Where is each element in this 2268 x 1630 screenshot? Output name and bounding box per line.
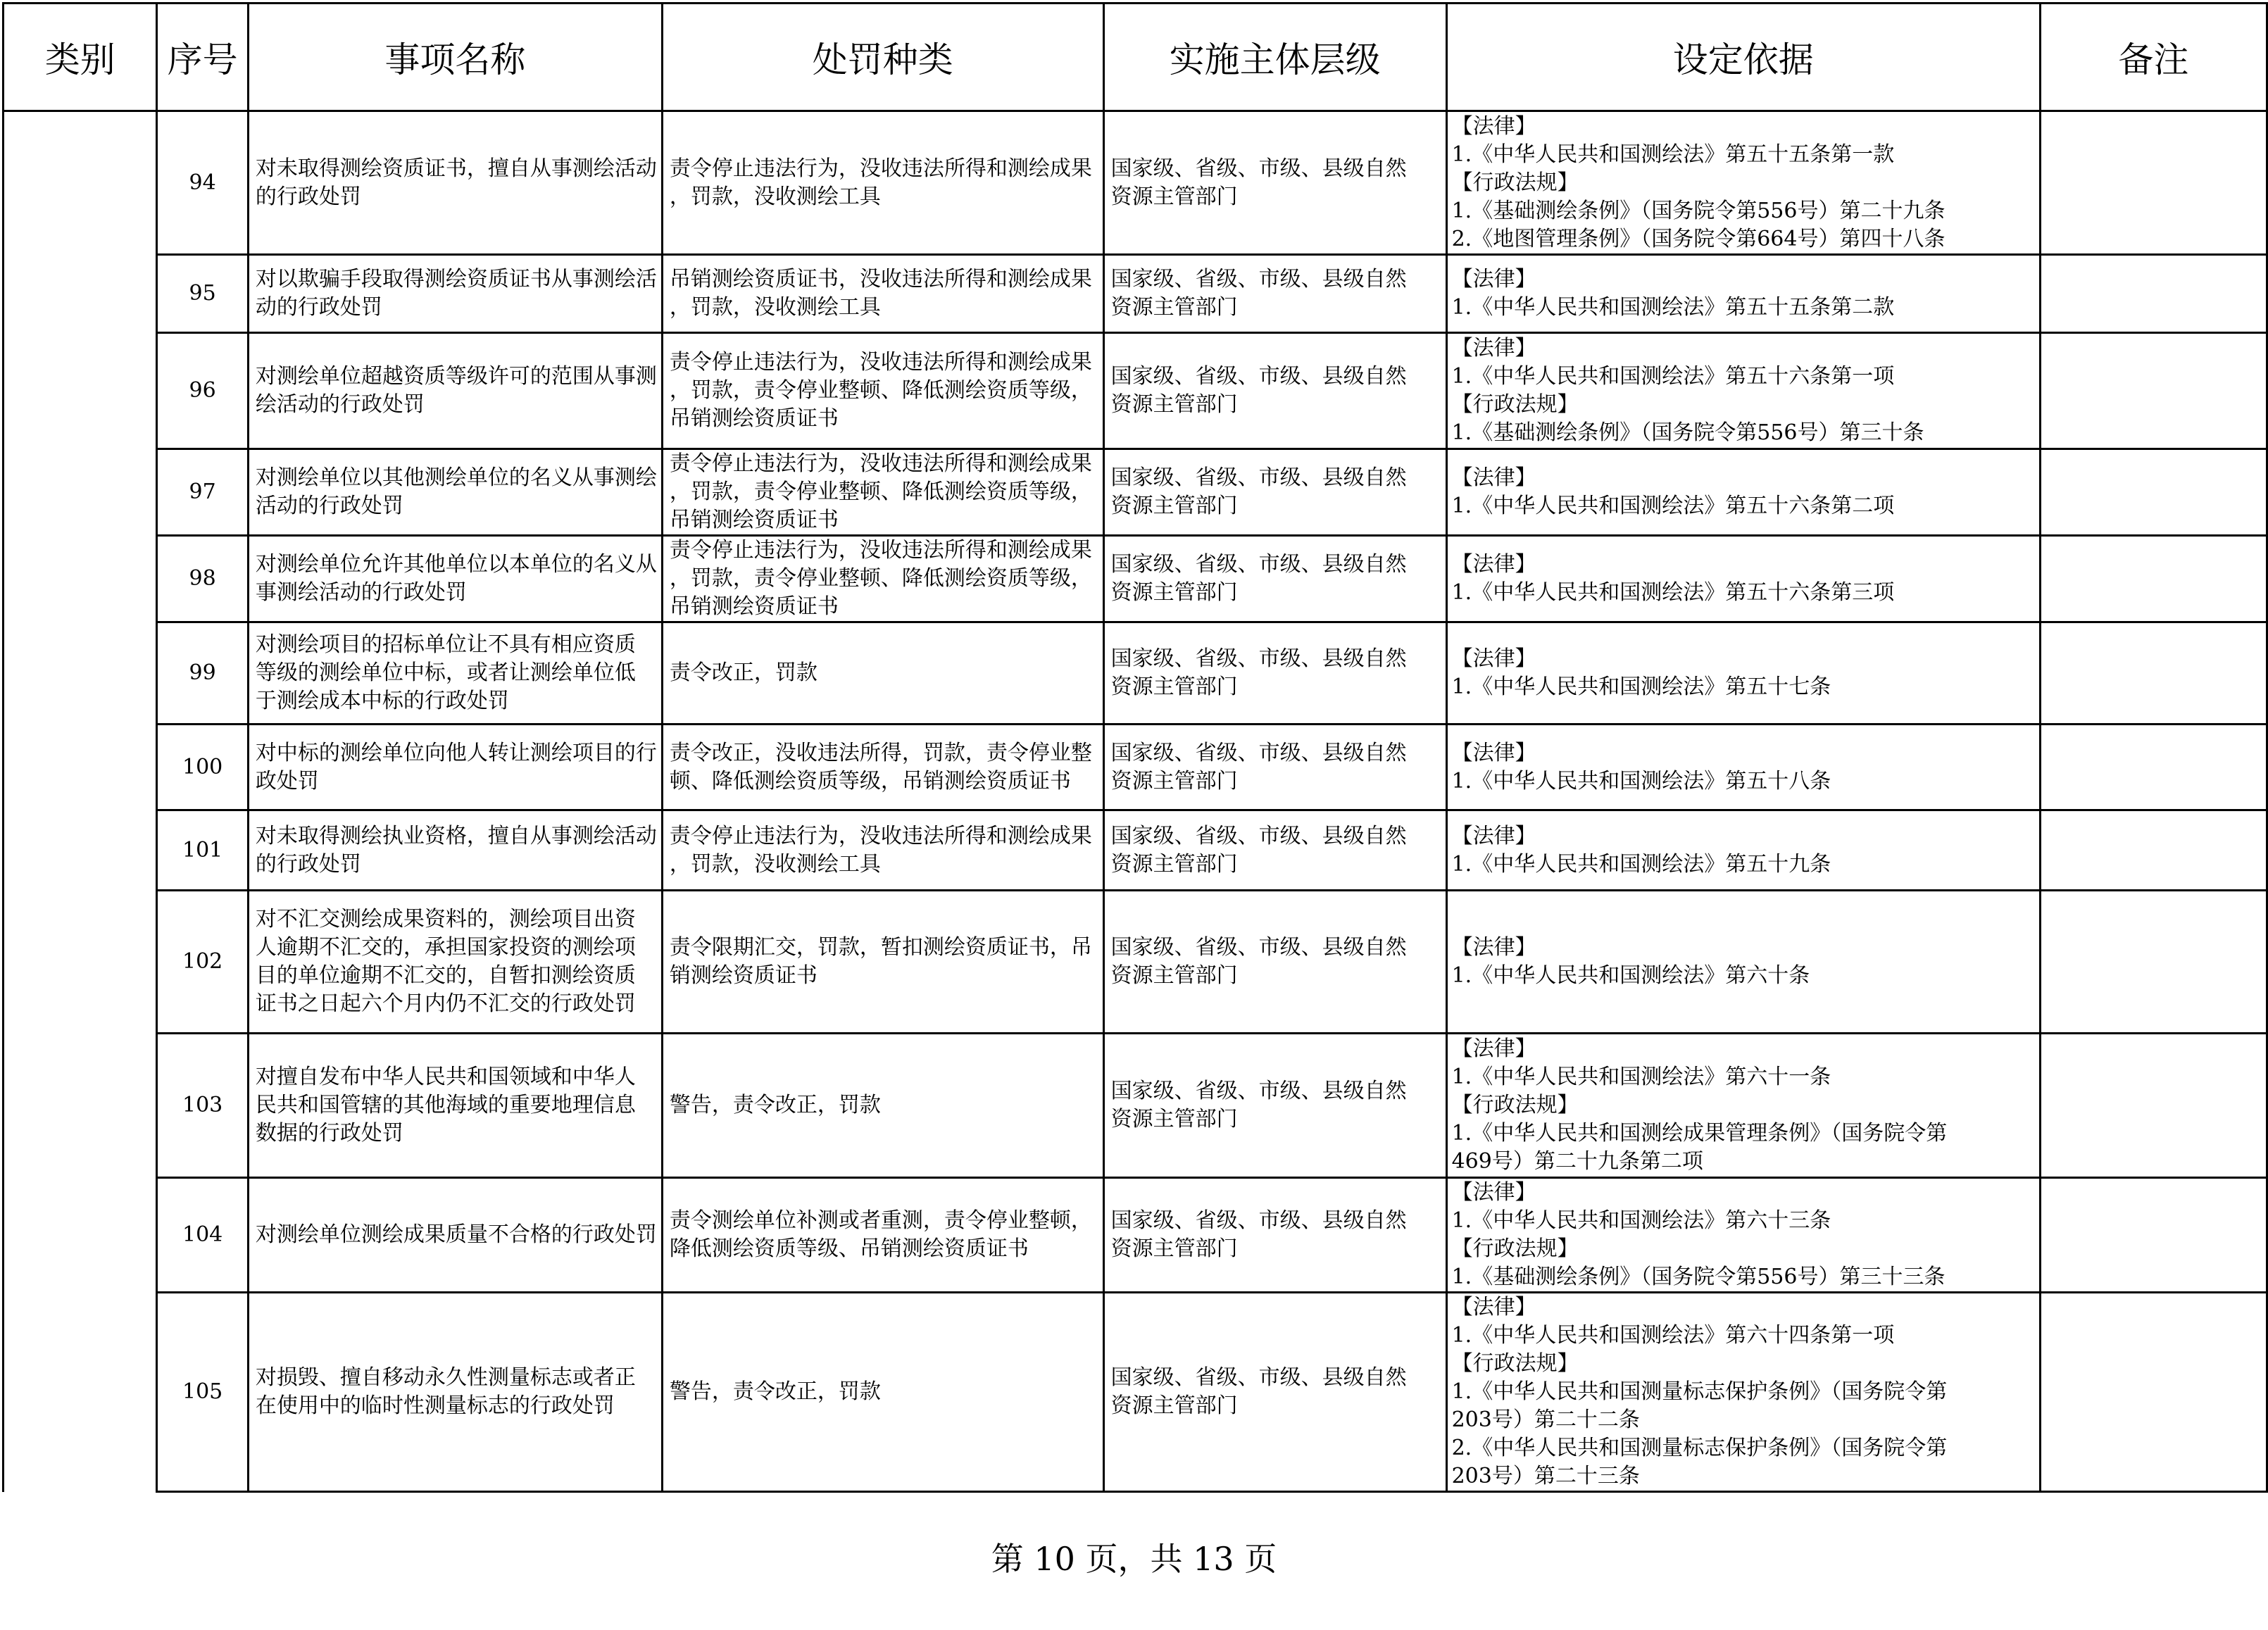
basis-line: 1.《中华人民共和国测绘法》第五十六条第二项 (1451, 494, 1895, 518)
table-row (4, 255, 2267, 333)
basis-line: 1.《中华人民共和国测绘法》第五十七条 (1451, 675, 1831, 699)
cell-text-line: 国家级、省级、市级、县级自然 (1110, 267, 1407, 291)
cell-text-line: 警告，责令改正，罚款 (669, 1379, 881, 1404)
cell-text-line: ，罚款，没收测绘工具 (669, 184, 881, 209)
seq-cell: 94 (157, 111, 248, 255)
penalty-type-cell (662, 449, 1103, 536)
basis-cell (1446, 111, 2040, 255)
cell-text-line: 资源主管部门 (1110, 963, 1238, 988)
basis-cell (1446, 622, 2040, 725)
basis-cell (1446, 1178, 2040, 1293)
basis-line: 【法律】 (1451, 336, 1536, 361)
penalty-type-cell (662, 255, 1103, 333)
cell-text-line: 国家级、省级、市级、县级自然 (1110, 1208, 1407, 1233)
basis-line: 【行政法规】 (1451, 170, 1579, 195)
cell-text-line: 对中标的测绘单位向他人转让测绘项目的行 (255, 740, 657, 765)
seq-cell: 102 (157, 891, 248, 1034)
cell-text-line: 对未取得测绘资质证书，擅自从事测绘活动 (255, 156, 657, 181)
cell-text-line: 降低测绘资质等级、吊销测绘资质证书 (669, 1236, 1029, 1261)
table-row (4, 725, 2267, 810)
header-penalty-type: 处罚种类 (662, 4, 1103, 111)
cell-text-line: 国家级、省级、市级、县级自然 (1110, 364, 1407, 389)
seq-cell: 95 (157, 255, 248, 333)
basis-line: 1.《中华人民共和国测绘法》第六十三条 (1451, 1208, 1831, 1233)
cell-text-line: 国家级、省级、市级、县级自然 (1110, 1079, 1407, 1103)
cell-text-line: ，罚款，没收测绘工具 (669, 295, 881, 320)
cell-text-line: 等级的测绘单位中标，或者让测绘单位低 (255, 660, 636, 685)
basis-line: 2.《中华人民共和国测量标志保护条例》（国务院令第 (1451, 1436, 1948, 1460)
basis-line: 1.《基础测绘条例》（国务院令第556号）第三十三条 (1451, 1265, 1946, 1289)
cell-text-line: 吊销测绘资质证书 (669, 508, 839, 532)
basis-cell (1446, 255, 2040, 333)
basis-line: 1.《中华人民共和国测绘法》第五十五条第二款 (1451, 295, 1895, 320)
cell-text-line: 国家级、省级、市级、县级自然 (1110, 552, 1407, 577)
seq-cell: 97 (157, 449, 248, 536)
basis-line: 【法律】 (1451, 552, 1536, 577)
cell-text-line: 警告，责令改正，罚款 (669, 1093, 881, 1117)
cell-text-line: 资源主管部门 (1110, 675, 1238, 699)
remarks-cell (2040, 1178, 2267, 1293)
header-category: 类别 (4, 4, 157, 111)
cell-text-line: 事测绘活动的行政处罚 (255, 580, 467, 605)
basis-line: 1.《中华人民共和国测绘成果管理条例》（国务院令第 (1451, 1121, 1948, 1146)
header-remarks: 备注 (2040, 4, 2267, 111)
table-row (4, 449, 2267, 536)
authority-level-cell (1103, 725, 1446, 810)
cell-text-line: 吊销测绘资质证书 (669, 406, 839, 431)
basis-line: 【法律】 (1451, 823, 1536, 848)
remarks-cell (2040, 1034, 2267, 1178)
authority-level-cell (1103, 1034, 1446, 1178)
table-row (4, 333, 2267, 449)
cell-text-line: 对测绘单位测绘成果质量不合格的行政处罚 (255, 1222, 657, 1247)
cell-text-line: 的行政处罚 (255, 184, 361, 209)
penalty-type-cell (662, 536, 1103, 622)
seq-cell: 104 (157, 1178, 248, 1293)
authority-level-cell (1103, 333, 1446, 449)
table-row (4, 622, 2267, 725)
basis-cell (1446, 333, 2040, 449)
basis-line: 1.《中华人民共和国测量标志保护条例》（国务院令第 (1451, 1379, 1948, 1404)
cell-text-line: 对测绘单位超越资质等级许可的范围从事测 (255, 364, 657, 389)
basis-line: 1.《中华人民共和国测绘法》第五十五条第一款 (1451, 142, 1895, 167)
basis-cell (1446, 449, 2040, 536)
basis-cell (1446, 810, 2040, 891)
remarks-cell (2040, 891, 2267, 1034)
item-name-cell (248, 333, 662, 449)
cell-text-line: 责令停止违法行为，没收违法所得和测绘成果 (669, 823, 1092, 848)
basis-line: 2.《地图管理条例》（国务院令第664号）第四十八条 (1451, 226, 1946, 251)
cell-text-line: 资源主管部门 (1110, 1393, 1238, 1418)
item-name-cell (248, 536, 662, 622)
authority-level-cell (1103, 1293, 1446, 1492)
basis-line: 【法律】 (1451, 113, 1536, 139)
remarks-cell (2040, 810, 2267, 891)
penalty-table (2, 2, 2268, 1493)
basis-line: 203号）第二十二条 (1451, 1408, 1640, 1432)
seq-cell: 98 (157, 536, 248, 622)
item-name-cell (248, 449, 662, 536)
category-cell (4, 111, 157, 1492)
cell-text-line: 政处罚 (255, 768, 319, 794)
cell-text-line: 吊销测绘资质证书 (669, 594, 839, 619)
basis-cell (1446, 1293, 2040, 1492)
cell-text-line: 民共和国管辖的其他海域的重要地理信息 (255, 1093, 636, 1117)
header-authority-level: 实施主体层级 (1103, 4, 1446, 111)
header-basis: 设定依据 (1446, 4, 2040, 111)
header-seq: 序号 (157, 4, 248, 111)
cell-text-line: 于测绘成本中标的行政处罚 (255, 689, 509, 713)
cell-text-line: 国家级、省级、市级、县级自然 (1110, 740, 1407, 765)
basis-cell (1446, 536, 2040, 622)
cell-text-line: 国家级、省级、市级、县级自然 (1110, 156, 1407, 181)
cell-text-line: 责令限期汇交，罚款，暂扣测绘资质证书，吊 (669, 935, 1092, 960)
authority-level-cell (1103, 810, 1446, 891)
cell-text-line: 国家级、省级、市级、县级自然 (1110, 823, 1407, 848)
cell-text-line: 数据的行政处罚 (255, 1121, 403, 1146)
authority-level-cell (1103, 622, 1446, 725)
cell-text-line: ，罚款，责令停业整顿、降低测绘资质等级， (669, 378, 1092, 403)
basis-line: 【法律】 (1451, 1036, 1536, 1061)
item-name-cell (248, 891, 662, 1034)
basis-line: 【法律】 (1451, 740, 1536, 765)
cell-text-line: 责令停止违法行为，没收违法所得和测绘成果 (669, 350, 1092, 375)
cell-text-line: 对擅自发布中华人民共和国领域和中华人 (255, 1065, 636, 1089)
table-row (4, 1034, 2267, 1178)
remarks-cell (2040, 622, 2267, 725)
authority-level-cell (1103, 111, 1446, 255)
basis-line: 【法律】 (1451, 267, 1536, 291)
cell-text-line: 动的行政处罚 (255, 295, 382, 320)
cell-text-line: 对测绘单位允许其他单位以本单位的名义从 (255, 552, 657, 577)
cell-text-line: 国家级、省级、市级、县级自然 (1110, 646, 1407, 671)
basis-line: 1.《中华人民共和国测绘法》第五十六条第三项 (1451, 580, 1895, 605)
cell-text-line: 的行政处罚 (255, 851, 361, 877)
cell-text-line: 对不汇交测绘成果资料的，测绘项目出资 (255, 907, 636, 932)
basis-line: 1.《中华人民共和国测绘法》第六十条 (1451, 963, 1810, 988)
cell-text-line: 资源主管部门 (1110, 851, 1238, 877)
cell-text-line: 责令改正，没收违法所得，罚款，责令停业整 (669, 740, 1092, 765)
cell-text-line: 对以欺骗手段取得测绘资质证书从事测绘活 (255, 267, 657, 291)
cell-text-line: 顿、降低测绘资质等级，吊销测绘资质证书 (669, 768, 1071, 794)
seq-cell: 103 (157, 1034, 248, 1178)
basis-cell (1446, 725, 2040, 810)
cell-text-line: 吊销测绘资质证书，没收违法所得和测绘成果 (669, 267, 1092, 291)
penalty-type-cell (662, 1293, 1103, 1492)
remarks-cell (2040, 333, 2267, 449)
cell-text-line: 人逾期不汇交的，承担国家投资的测绘项 (255, 935, 636, 960)
penalty-type-cell (662, 725, 1103, 810)
penalty-type-cell (662, 111, 1103, 255)
cell-text-line: 责令停止违法行为，没收违法所得和测绘成果 (669, 156, 1092, 181)
basis-line: 1.《基础测绘条例》（国务院令第556号）第三十条 (1451, 420, 1924, 445)
authority-level-cell (1103, 449, 1446, 536)
cell-text-line: 国家级、省级、市级、县级自然 (1110, 465, 1407, 490)
cell-text-line: 销测绘资质证书 (669, 963, 817, 988)
cell-text-line: 资源主管部门 (1110, 580, 1238, 605)
cell-text-line: 资源主管部门 (1110, 494, 1238, 518)
seq-cell: 101 (157, 810, 248, 891)
seq-cell: 105 (157, 1293, 248, 1492)
basis-line: 【行政法规】 (1451, 1236, 1579, 1261)
cell-text-line: 对损毁、擅自移动永久性测量标志或者正 (255, 1365, 636, 1390)
authority-level-cell (1103, 536, 1446, 622)
basis-line: 1.《中华人民共和国测绘法》第六十一条 (1451, 1065, 1831, 1089)
item-name-cell (248, 725, 662, 810)
cell-text-line: 责令停止违法行为，没收违法所得和测绘成果 (669, 451, 1092, 476)
basis-line: 203号）第二十三条 (1451, 1464, 1640, 1488)
penalty-type-cell (662, 622, 1103, 725)
cell-text-line: 责令测绘单位补测或者重测，责令停业整顿， (669, 1208, 1092, 1233)
cell-text-line: ，罚款，责令停业整顿、降低测绘资质等级， (669, 479, 1092, 504)
basis-line: 469号）第二十九条第二项 (1451, 1149, 1703, 1174)
basis-line: 【行政法规】 (1451, 392, 1579, 417)
basis-line: 【法律】 (1451, 465, 1536, 490)
cell-text-line: ，罚款，责令停业整顿、降低测绘资质等级， (669, 566, 1092, 591)
authority-level-cell (1103, 255, 1446, 333)
page-number-footer: 第 10 页，共 13 页 (991, 1540, 1277, 1578)
cell-text-line: 资源主管部门 (1110, 768, 1238, 794)
table-row (4, 1293, 2267, 1492)
basis-cell (1446, 891, 2040, 1034)
basis-line: 【行政法规】 (1451, 1093, 1579, 1117)
seq-cell: 99 (157, 622, 248, 725)
table-header-row (4, 4, 2267, 111)
item-name-cell (248, 111, 662, 255)
remarks-cell (2040, 536, 2267, 622)
authority-level-cell (1103, 891, 1446, 1034)
cell-text-line: 在使用中的临时性测量标志的行政处罚 (255, 1393, 615, 1418)
item-name-cell (248, 622, 662, 725)
cell-text-line: 资源主管部门 (1110, 184, 1238, 209)
cell-text-line: 绘活动的行政处罚 (255, 392, 425, 417)
cell-text-line: 活动的行政处罚 (255, 494, 403, 518)
cell-text-line: 对测绘项目的招标单位让不具有相应资质 (255, 632, 636, 657)
cell-text-line: 资源主管部门 (1110, 1107, 1238, 1131)
basis-line: 1.《中华人民共和国测绘法》第六十四条第一项 (1451, 1323, 1895, 1348)
cell-text-line: 对未取得测绘执业资格，擅自从事测绘活动 (255, 823, 657, 848)
cell-text-line: 责令改正，罚款 (669, 660, 817, 685)
basis-cell (1446, 1034, 2040, 1178)
cell-text-line: 对测绘单位以其他测绘单位的名义从事测绘 (255, 465, 657, 490)
cell-text-line: 证书之日起六个月内仍不汇交的行政处罚 (255, 991, 636, 1016)
table-row (4, 891, 2267, 1034)
cell-text-line: 责令停止违法行为，没收违法所得和测绘成果 (669, 538, 1092, 563)
remarks-cell (2040, 111, 2267, 255)
item-name-cell (248, 810, 662, 891)
table-row (4, 536, 2267, 622)
basis-line: 1.《中华人民共和国测绘法》第五十六条第一项 (1451, 364, 1895, 389)
cell-text-line: 国家级、省级、市级、县级自然 (1110, 1365, 1407, 1390)
seq-cell: 96 (157, 333, 248, 449)
cell-text-line: 国家级、省级、市级、县级自然 (1110, 935, 1407, 960)
authority-level-cell (1103, 1178, 1446, 1293)
item-name-cell (248, 1034, 662, 1178)
cell-text-line: 资源主管部门 (1110, 1236, 1238, 1261)
penalty-type-cell (662, 333, 1103, 449)
seq-cell: 100 (157, 725, 248, 810)
table-row (4, 111, 2267, 255)
remarks-cell (2040, 449, 2267, 536)
remarks-cell (2040, 725, 2267, 810)
basis-line: 【法律】 (1451, 935, 1536, 960)
item-name-cell (248, 1293, 662, 1492)
cell-text-line: 资源主管部门 (1110, 392, 1238, 417)
basis-line: 1.《中华人民共和国测绘法》第五十九条 (1451, 851, 1831, 877)
cell-text-line: 目的单位逾期不汇交的，自暂扣测绘资质 (255, 963, 636, 988)
item-name-cell (248, 255, 662, 333)
basis-line: 【法律】 (1451, 646, 1536, 671)
basis-line: 1.《中华人民共和国测绘法》第五十八条 (1451, 768, 1831, 794)
item-name-cell (248, 1178, 662, 1293)
remarks-cell (2040, 1293, 2267, 1492)
penalty-type-cell (662, 1178, 1103, 1293)
basis-line: 【行政法规】 (1451, 1351, 1579, 1376)
cell-text-line: ，罚款，没收测绘工具 (669, 851, 881, 877)
penalty-type-cell (662, 1034, 1103, 1178)
penalty-type-cell (662, 891, 1103, 1034)
basis-line: 【法律】 (1451, 1180, 1536, 1205)
penalty-type-cell (662, 810, 1103, 891)
header-item-name: 事项名称 (248, 4, 662, 111)
table-row (4, 1178, 2267, 1293)
basis-line: 1.《基础测绘条例》（国务院令第556号）第二十九条 (1451, 198, 1946, 223)
cell-text-line: 资源主管部门 (1110, 295, 1238, 320)
remarks-cell (2040, 255, 2267, 333)
table-row (4, 810, 2267, 891)
basis-line: 【法律】 (1451, 1295, 1536, 1319)
